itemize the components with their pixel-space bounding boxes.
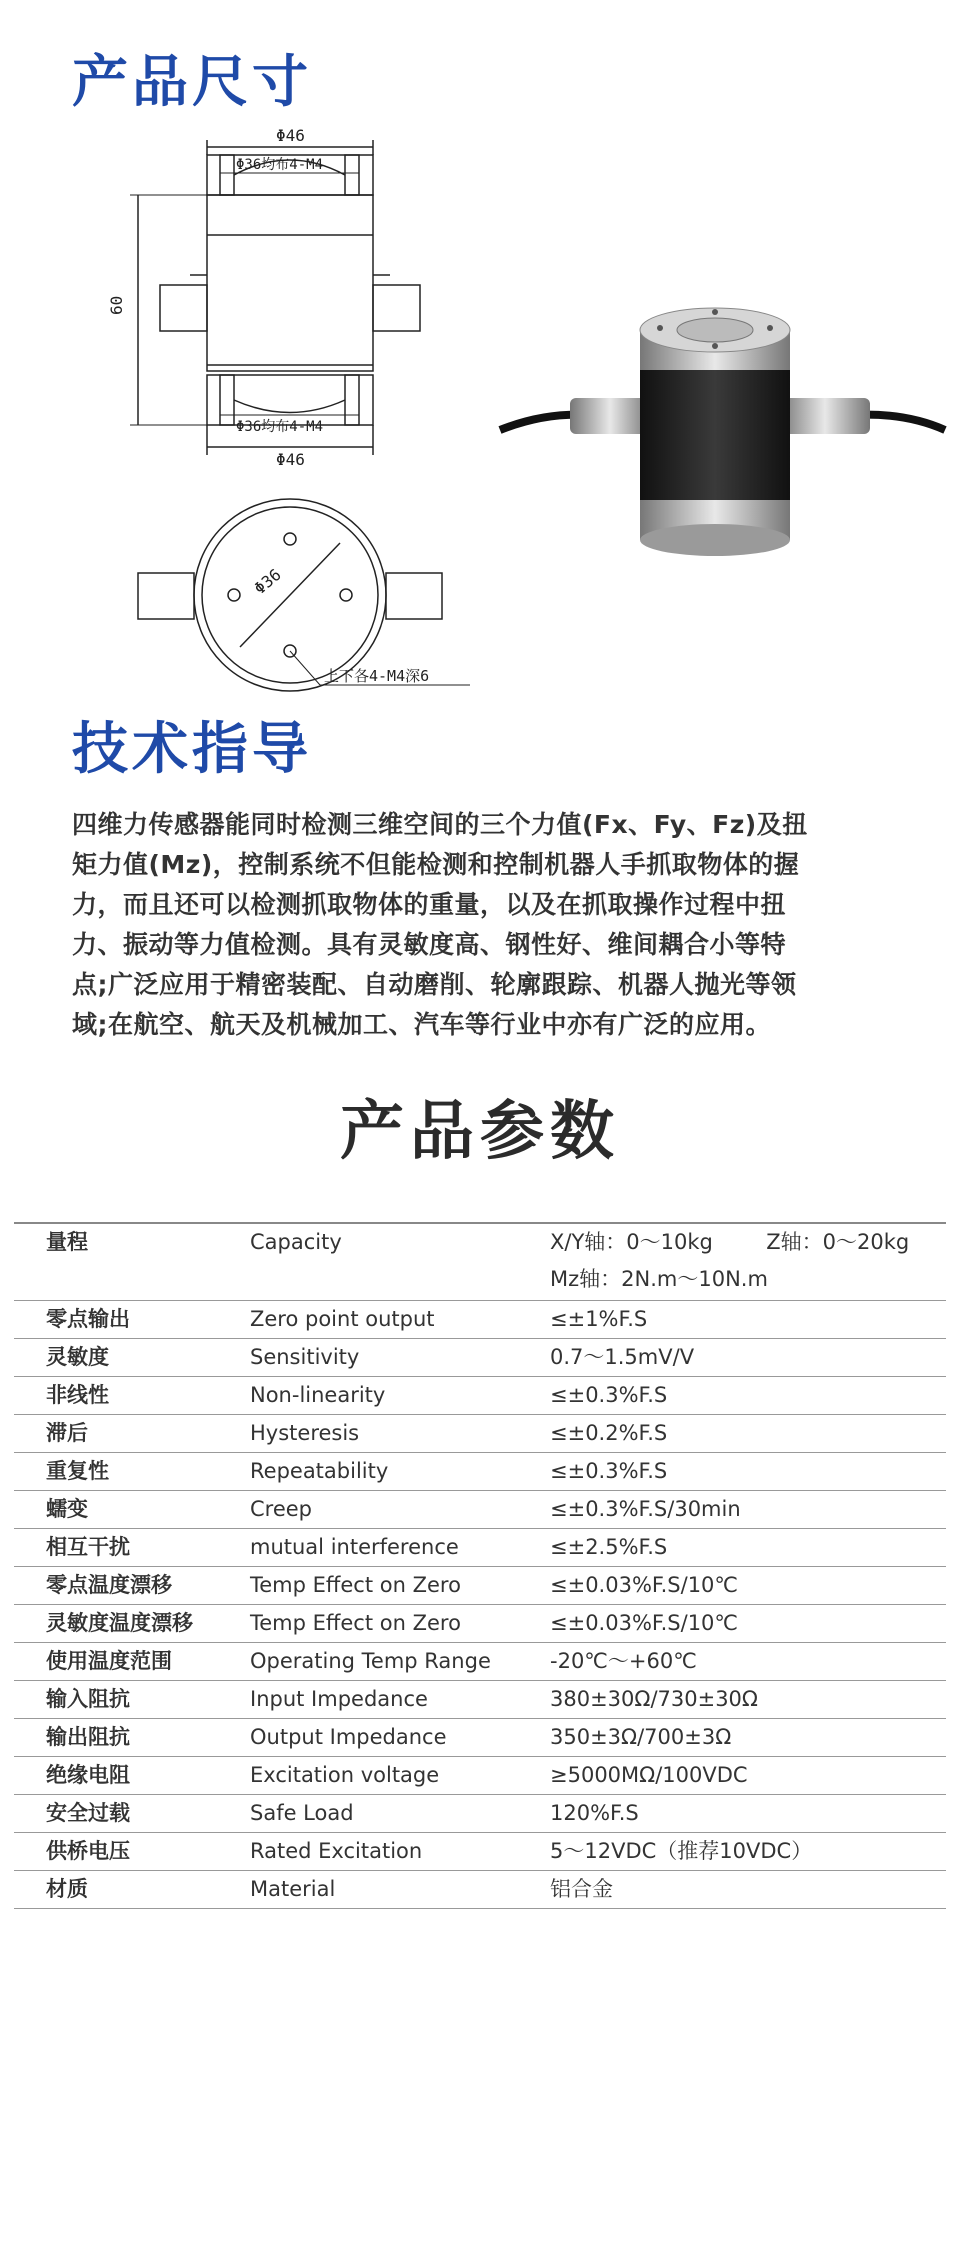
param-en: Repeatability bbox=[250, 1459, 389, 1483]
top-view-left-connector bbox=[138, 573, 194, 619]
param-cn: 输入阻抗 bbox=[46, 1687, 130, 1711]
param-value: -20℃～+60℃ bbox=[550, 1649, 697, 1673]
table-row bbox=[14, 1757, 946, 1795]
right-connector bbox=[373, 285, 420, 331]
right-connector-plug bbox=[780, 398, 870, 434]
param-en: Operating Temp Range bbox=[250, 1649, 491, 1673]
param-en: Creep bbox=[250, 1497, 313, 1521]
param-en: Safe Load bbox=[250, 1801, 354, 1825]
table-row bbox=[14, 1719, 946, 1757]
param-en: Non-linearity bbox=[250, 1383, 386, 1407]
description-line: 矩力值(Mz)，控制系统不但能检测和控制机器人手抓取物体的握 bbox=[72, 850, 800, 879]
param-value bbox=[550, 1224, 946, 1300]
dimension-drawing bbox=[100, 125, 480, 715]
param-cn: 使用温度范围 bbox=[46, 1649, 172, 1673]
section-title-params: 产品参数 bbox=[340, 1095, 620, 1169]
param-cn: 滞后 bbox=[46, 1421, 88, 1445]
table-row bbox=[14, 1871, 946, 1909]
left-connector-plug bbox=[570, 398, 650, 434]
side-view-body bbox=[207, 195, 373, 371]
table-row bbox=[14, 1224, 946, 1301]
param-en: Capacity bbox=[250, 1230, 342, 1254]
param-cn: 量程 bbox=[46, 1230, 88, 1254]
description-line: 力、振动等力值检测。具有灵敏度高、钢性好、维间耦合小等特 bbox=[72, 930, 787, 959]
param-cn: 非线性 bbox=[46, 1383, 109, 1407]
label-top-phi46: Φ46 bbox=[276, 126, 305, 145]
table-row bbox=[14, 1681, 946, 1719]
param-en: Temp Effect on Zero bbox=[250, 1611, 461, 1635]
label-top-phi36: Φ36均布4-M4 bbox=[236, 157, 324, 173]
label-height-60: 60 bbox=[107, 295, 126, 315]
table-row bbox=[14, 1415, 946, 1453]
table-row bbox=[14, 1795, 946, 1833]
param-cn: 零点温度漂移 bbox=[46, 1573, 172, 1597]
param-en: Input Impedance bbox=[250, 1687, 428, 1711]
label-bottom-phi46: Φ46 bbox=[276, 450, 305, 469]
param-value: ≤±0.2%F.S bbox=[550, 1421, 668, 1445]
param-value: ≥5000MΩ/100VDC bbox=[550, 1763, 748, 1787]
param-value: 350±3Ω/700±3Ω bbox=[550, 1725, 732, 1749]
section-title-guide: 技术指导 bbox=[72, 717, 312, 782]
description bbox=[72, 805, 892, 1045]
description-line: 力，而且还可以检测抓取物体的重量，以及在抓取操作过程中扭 bbox=[72, 890, 787, 919]
param-cn: 灵敏度 bbox=[46, 1345, 109, 1369]
param-en: Material bbox=[250, 1877, 336, 1901]
param-cn: 相互干扰 bbox=[46, 1535, 130, 1559]
param-cn: 安全过载 bbox=[46, 1801, 130, 1825]
param-cn: 重复性 bbox=[46, 1459, 109, 1483]
param-en: Excitation voltage bbox=[250, 1763, 440, 1787]
left-connector bbox=[160, 285, 207, 331]
param-cn: 材质 bbox=[46, 1877, 88, 1901]
table-row bbox=[14, 1833, 946, 1871]
table-row bbox=[14, 1301, 946, 1339]
description-line: 四维力传感器能同时检测三维空间的三个力值(Fx、Fy、Fz)及扭 bbox=[72, 810, 808, 839]
label-bottom-phi36: Φ36均布4-M4 bbox=[236, 419, 324, 435]
label-circle-phi36: Φ36 bbox=[250, 564, 285, 599]
param-en: Hysteresis bbox=[250, 1421, 360, 1445]
description-line: 点;广泛应用于精密装配、自动磨削、轮廓跟踪、机器人抛光等领 bbox=[72, 970, 797, 999]
param-value-line: X/Y轴：0～10kg Z轴：0～20kg bbox=[550, 1230, 910, 1254]
param-value: 380±30Ω/730±30Ω bbox=[550, 1687, 758, 1711]
table-row bbox=[14, 1453, 946, 1491]
param-cn: 绝缘电阻 bbox=[46, 1763, 130, 1787]
param-cn: 零点输出 bbox=[46, 1307, 130, 1331]
param-cn: 蠕变 bbox=[46, 1497, 88, 1521]
param-value: 120%F.S bbox=[550, 1801, 639, 1825]
spec-table bbox=[14, 1222, 946, 1909]
param-value: ≤±0.3%F.S bbox=[550, 1459, 668, 1483]
table-row bbox=[14, 1605, 946, 1643]
param-cn: 输出阻抗 bbox=[46, 1725, 130, 1749]
param-value: ≤±0.3%F.S bbox=[550, 1383, 668, 1407]
table-row bbox=[14, 1339, 946, 1377]
table-row bbox=[14, 1377, 946, 1415]
description-line: 域;在航空、航天及机械加工、汽车等行业中亦有广泛的应用。 bbox=[72, 1010, 771, 1039]
param-cn: 供桥电压 bbox=[46, 1839, 130, 1863]
section-title-dimensions: 产品尺寸 bbox=[72, 50, 312, 115]
table-row bbox=[14, 1643, 946, 1681]
param-en: mutual interference bbox=[250, 1535, 459, 1559]
param-en: Temp Effect on Zero bbox=[250, 1573, 461, 1597]
sensor-body bbox=[640, 370, 790, 500]
param-value: ≤±0.03%F.S/10℃ bbox=[550, 1611, 738, 1635]
table-row bbox=[14, 1567, 946, 1605]
param-value-line: Mz轴：2N.m～10N.m bbox=[550, 1267, 768, 1291]
param-value: ≤±1%F.S bbox=[550, 1307, 648, 1331]
param-value: 5～12VDC（推荐10VDC） bbox=[550, 1839, 813, 1863]
param-en: Rated Excitation bbox=[250, 1839, 423, 1863]
param-en: Output Impedance bbox=[250, 1725, 447, 1749]
param-en: Sensitivity bbox=[250, 1345, 360, 1369]
top-view-right-connector bbox=[386, 573, 442, 619]
param-cn: 灵敏度温度漂移 bbox=[46, 1611, 193, 1635]
side-view-lower-flange bbox=[207, 375, 373, 425]
table-row bbox=[14, 1529, 946, 1567]
param-en: Zero point output bbox=[250, 1307, 435, 1331]
label-hole-note: 上下各4-M4深6 bbox=[324, 667, 430, 685]
product-photo bbox=[490, 290, 950, 560]
param-value: ≤±0.3%F.S/30min bbox=[550, 1497, 741, 1521]
param-value: ≤±2.5%F.S bbox=[550, 1535, 668, 1559]
param-value: 0.7～1.5mV/V bbox=[550, 1345, 695, 1369]
param-value: 铝合金 bbox=[550, 1877, 613, 1901]
table-row bbox=[14, 1491, 946, 1529]
param-value: ≤±0.03%F.S/10℃ bbox=[550, 1573, 738, 1597]
